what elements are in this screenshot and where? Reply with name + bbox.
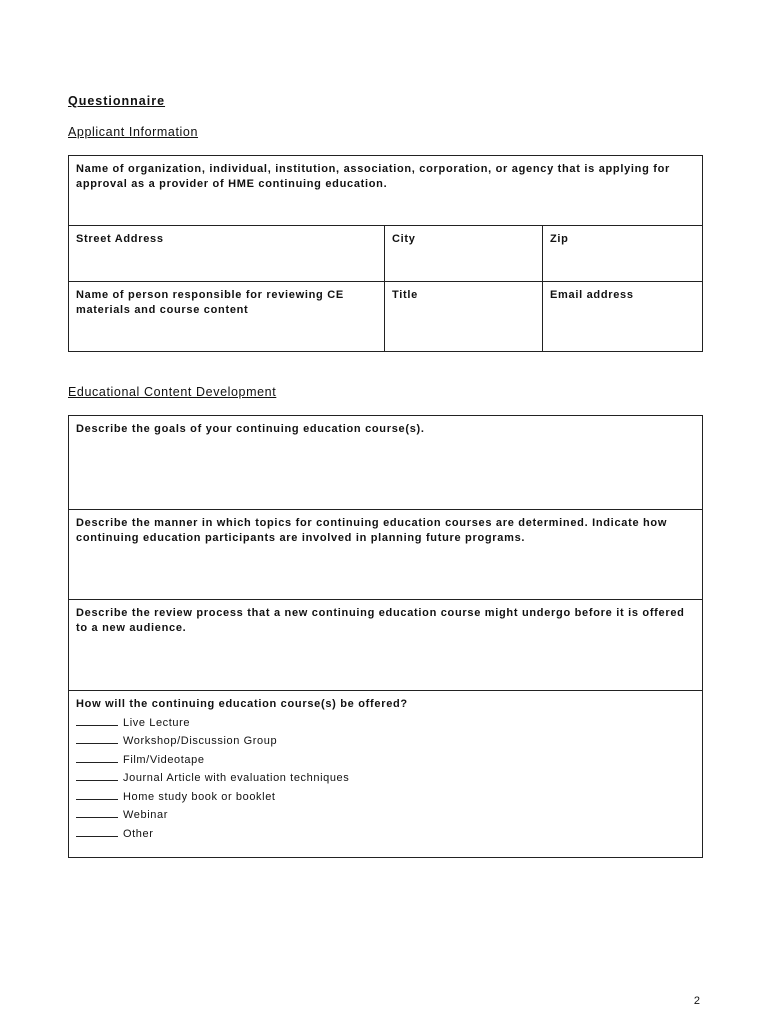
applicant-information-table (68, 155, 703, 352)
delivery-option (76, 825, 695, 844)
educational-content-table (68, 415, 703, 858)
organization-name-label: Name of organization, individual, institution, association, corporation, or agency that is applying for approval as a provider of HME continuing education. (76, 163, 671, 190)
educational-content-heading: Educational Content Development (68, 385, 277, 399)
city-field[interactable] (385, 226, 543, 282)
email-address-label: Email address (550, 289, 634, 301)
street-address-field[interactable] (69, 226, 385, 282)
delivery-option (76, 769, 695, 788)
delivery-option (76, 714, 695, 733)
delivery-option-label: Home study book or booklet (123, 790, 276, 803)
city-label: City (392, 233, 416, 245)
applicant-information-heading: Applicant Information (68, 125, 199, 139)
course-delivery-cell (69, 691, 703, 858)
option-blank-line[interactable] (76, 715, 118, 726)
option-blank-line[interactable] (76, 807, 118, 818)
responsible-person-label: Name of person responsible for reviewing CE materials and course content (76, 289, 344, 316)
option-blank-line[interactable] (76, 770, 118, 781)
option-blank-line[interactable] (76, 733, 118, 744)
delivery-option (76, 751, 695, 770)
course-goals-field[interactable] (69, 416, 703, 510)
review-process-prompt: Describe the review process that a new continuing education course might undergo before it is offered to a new audience. (76, 607, 685, 634)
responsible-person-field[interactable] (69, 282, 385, 352)
title-field[interactable] (385, 282, 543, 352)
page-number: 2 (693, 995, 700, 1007)
delivery-option-label: Webinar (123, 809, 168, 821)
delivery-option-label: Film/Videotape (123, 753, 205, 766)
street-address-label: Street Address (76, 233, 164, 245)
option-blank-line[interactable] (76, 789, 118, 800)
title-label: Title (392, 289, 418, 301)
delivery-option (76, 788, 695, 807)
delivery-option-label: Live Lecture (123, 716, 191, 729)
option-blank-line[interactable] (76, 826, 118, 837)
organization-name-field[interactable] (69, 156, 703, 226)
zip-field[interactable] (543, 226, 703, 282)
option-blank-line[interactable] (76, 752, 118, 763)
topic-selection-prompt: Describe the manner in which topics for continuing education courses are determined. Indicate how continuing education participants are involved in planning future programs. (76, 517, 668, 544)
email-address-field[interactable] (543, 282, 703, 352)
delivery-options-list (76, 714, 695, 844)
delivery-option-label: Workshop/Discussion Group (123, 735, 278, 747)
course-delivery-prompt: How will the continuing education course(s) be offered? (76, 698, 408, 710)
review-process-field[interactable] (69, 600, 703, 691)
delivery-option (76, 732, 695, 751)
zip-label: Zip (550, 233, 569, 245)
delivery-option-label: Other (123, 827, 154, 840)
page-title: Questionnaire (68, 94, 166, 108)
topic-selection-field[interactable] (69, 510, 703, 600)
delivery-option-label: Journal Article with evaluation techniques (123, 772, 350, 784)
delivery-option (76, 806, 695, 825)
course-goals-prompt: Describe the goals of your continuing education course(s). (76, 423, 425, 435)
